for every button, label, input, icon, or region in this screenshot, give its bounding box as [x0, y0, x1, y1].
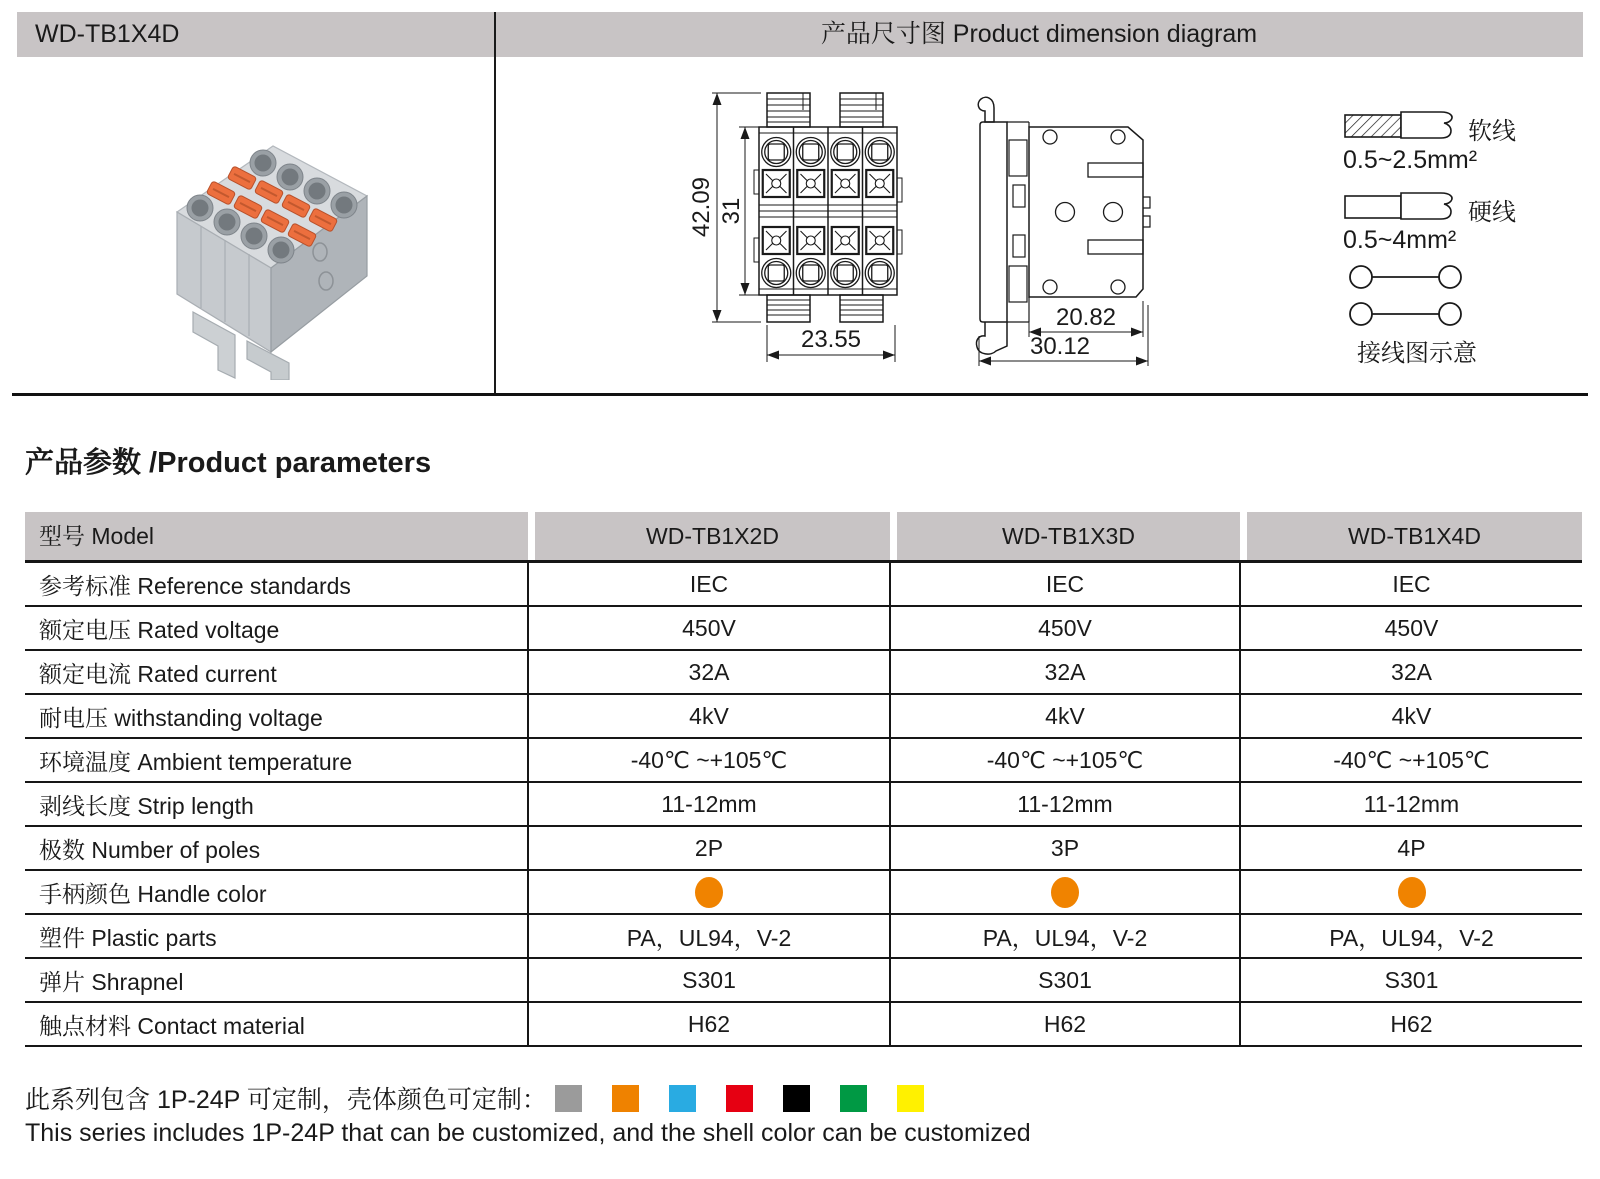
handle-color-cell — [1240, 870, 1582, 914]
handle-color-dot — [695, 877, 723, 908]
param-row — [25, 870, 1582, 914]
param-label: 极数 Number of poles — [25, 826, 528, 870]
customization-note-en: This series includes 1P-24P that can be customized, and the shell color can be customized — [25, 1119, 1031, 1147]
param-value: 450V — [528, 606, 890, 650]
handle-color-cell — [890, 870, 1240, 914]
col-header-model: 型号 Model — [25, 512, 528, 560]
param-value: 32A — [528, 650, 890, 694]
param-row — [25, 650, 1582, 694]
param-value: 450V — [1240, 606, 1582, 650]
param-value: 4kV — [528, 694, 890, 738]
param-label: 参考标准 Reference standards — [25, 563, 528, 606]
top-header-bar — [17, 12, 1583, 57]
dim-width-total: 30.12 — [1029, 333, 1091, 360]
dim-height-total: 42.09 — [688, 176, 715, 238]
param-value: -40℃ ~+105℃ — [1240, 738, 1582, 782]
col-header-tb1x3d: WD-TB1X3D — [897, 512, 1240, 560]
handle-color-dot — [1051, 877, 1079, 908]
dim-height-inner: 31 — [718, 197, 745, 225]
param-value: 3P — [890, 826, 1240, 870]
section-divider-rule — [12, 393, 1588, 396]
hard-wire-icon — [1343, 186, 1463, 226]
front-view-drawing — [685, 70, 920, 370]
product-photo — [115, 80, 395, 380]
param-label: 环境温度 Ambient temperature — [25, 738, 528, 782]
col-header-tb1x2d: WD-TB1X2D — [535, 512, 890, 560]
param-value: H62 — [1240, 1002, 1582, 1046]
param-label: 剥线长度 Strip length — [25, 782, 528, 826]
param-value: 450V — [890, 606, 1240, 650]
shell-color-swatch — [612, 1085, 639, 1112]
soft-wire-label: 软线 — [1468, 118, 1516, 145]
params-table-header — [25, 512, 1582, 563]
param-row — [25, 826, 1582, 870]
dim-width-inner: 20.82 — [1055, 304, 1117, 331]
soft-wire-range: 0.5~2.5mm² — [1343, 146, 1478, 174]
param-row — [25, 694, 1582, 738]
col-header-tb1x4d: WD-TB1X4D — [1247, 512, 1582, 560]
param-value: 11-12mm — [890, 782, 1240, 826]
param-row — [25, 563, 1582, 606]
shell-color-swatch — [840, 1085, 867, 1112]
param-value: 2P — [528, 826, 890, 870]
shell-color-swatch — [726, 1085, 753, 1112]
shell-color-swatch — [555, 1085, 582, 1112]
parameters-table — [25, 563, 1582, 1047]
soft-wire-icon — [1343, 105, 1463, 145]
hard-wire-range: 0.5~4mm² — [1343, 226, 1457, 254]
hard-wire-label: 硬线 — [1468, 199, 1516, 226]
dim-width-front: 23.55 — [800, 326, 862, 353]
wiring-connection-icon — [1348, 301, 1463, 327]
param-value: PA，UL94，V-2 — [890, 914, 1240, 958]
param-label: 触点材料 Contact material — [25, 1002, 528, 1046]
param-label: 塑件 Plastic parts — [25, 914, 528, 958]
wiring-connection-icon — [1348, 264, 1463, 290]
model-title: WD-TB1X4D — [35, 20, 180, 48]
param-value: 4kV — [1240, 694, 1582, 738]
param-row — [25, 914, 1582, 958]
param-value: 32A — [1240, 650, 1582, 694]
param-value: 4kV — [890, 694, 1240, 738]
shell-color-swatch — [897, 1085, 924, 1112]
param-value: H62 — [890, 1002, 1240, 1046]
wiring-diagram-label: 接线图示意 — [1357, 340, 1477, 367]
param-row — [25, 1002, 1582, 1046]
param-value: S301 — [1240, 958, 1582, 1002]
param-row — [25, 958, 1582, 1002]
param-value: IEC — [1240, 563, 1582, 606]
param-value: IEC — [528, 563, 890, 606]
param-label: 耐电压 withstanding voltage — [25, 694, 528, 738]
parameters-section-title: 产品参数 /Product parameters — [25, 447, 432, 479]
param-row — [25, 606, 1582, 650]
dimension-diagram-title: 产品尺寸图 Product dimension diagram — [820, 20, 1258, 48]
param-value: S301 — [890, 958, 1240, 1002]
param-row — [25, 738, 1582, 782]
customization-note-cn-text: 此系列包含 1P-24P 可定制，壳体颜色可定制： — [25, 1086, 547, 1114]
param-value: S301 — [528, 958, 890, 1002]
shell-color-swatch — [669, 1085, 696, 1112]
param-value: 11-12mm — [528, 782, 890, 826]
param-label: 额定电流 Rated current — [25, 650, 528, 694]
handle-color-cell — [528, 870, 890, 914]
side-view-drawing — [950, 70, 1180, 370]
param-value: -40℃ ~+105℃ — [890, 738, 1240, 782]
param-row — [25, 782, 1582, 826]
param-value: IEC — [890, 563, 1240, 606]
param-value: 32A — [890, 650, 1240, 694]
handle-color-dot — [1398, 877, 1426, 908]
customization-note-cn — [25, 1082, 924, 1114]
param-value: H62 — [528, 1002, 890, 1046]
param-value: 4P — [1240, 826, 1582, 870]
param-label: 弹片 Shrapnel — [25, 958, 528, 1002]
shell-color-swatches — [555, 1085, 924, 1112]
param-label: 手柄颜色 Handle color — [25, 870, 528, 914]
param-value: -40℃ ~+105℃ — [528, 738, 890, 782]
param-value: PA，UL94，V-2 — [1240, 914, 1582, 958]
params-table-body — [25, 563, 1582, 1046]
param-label: 额定电压 Rated voltage — [25, 606, 528, 650]
shell-color-swatch — [783, 1085, 810, 1112]
vertical-divider — [494, 12, 496, 395]
param-value: PA，UL94，V-2 — [528, 914, 890, 958]
param-value: 11-12mm — [1240, 782, 1582, 826]
